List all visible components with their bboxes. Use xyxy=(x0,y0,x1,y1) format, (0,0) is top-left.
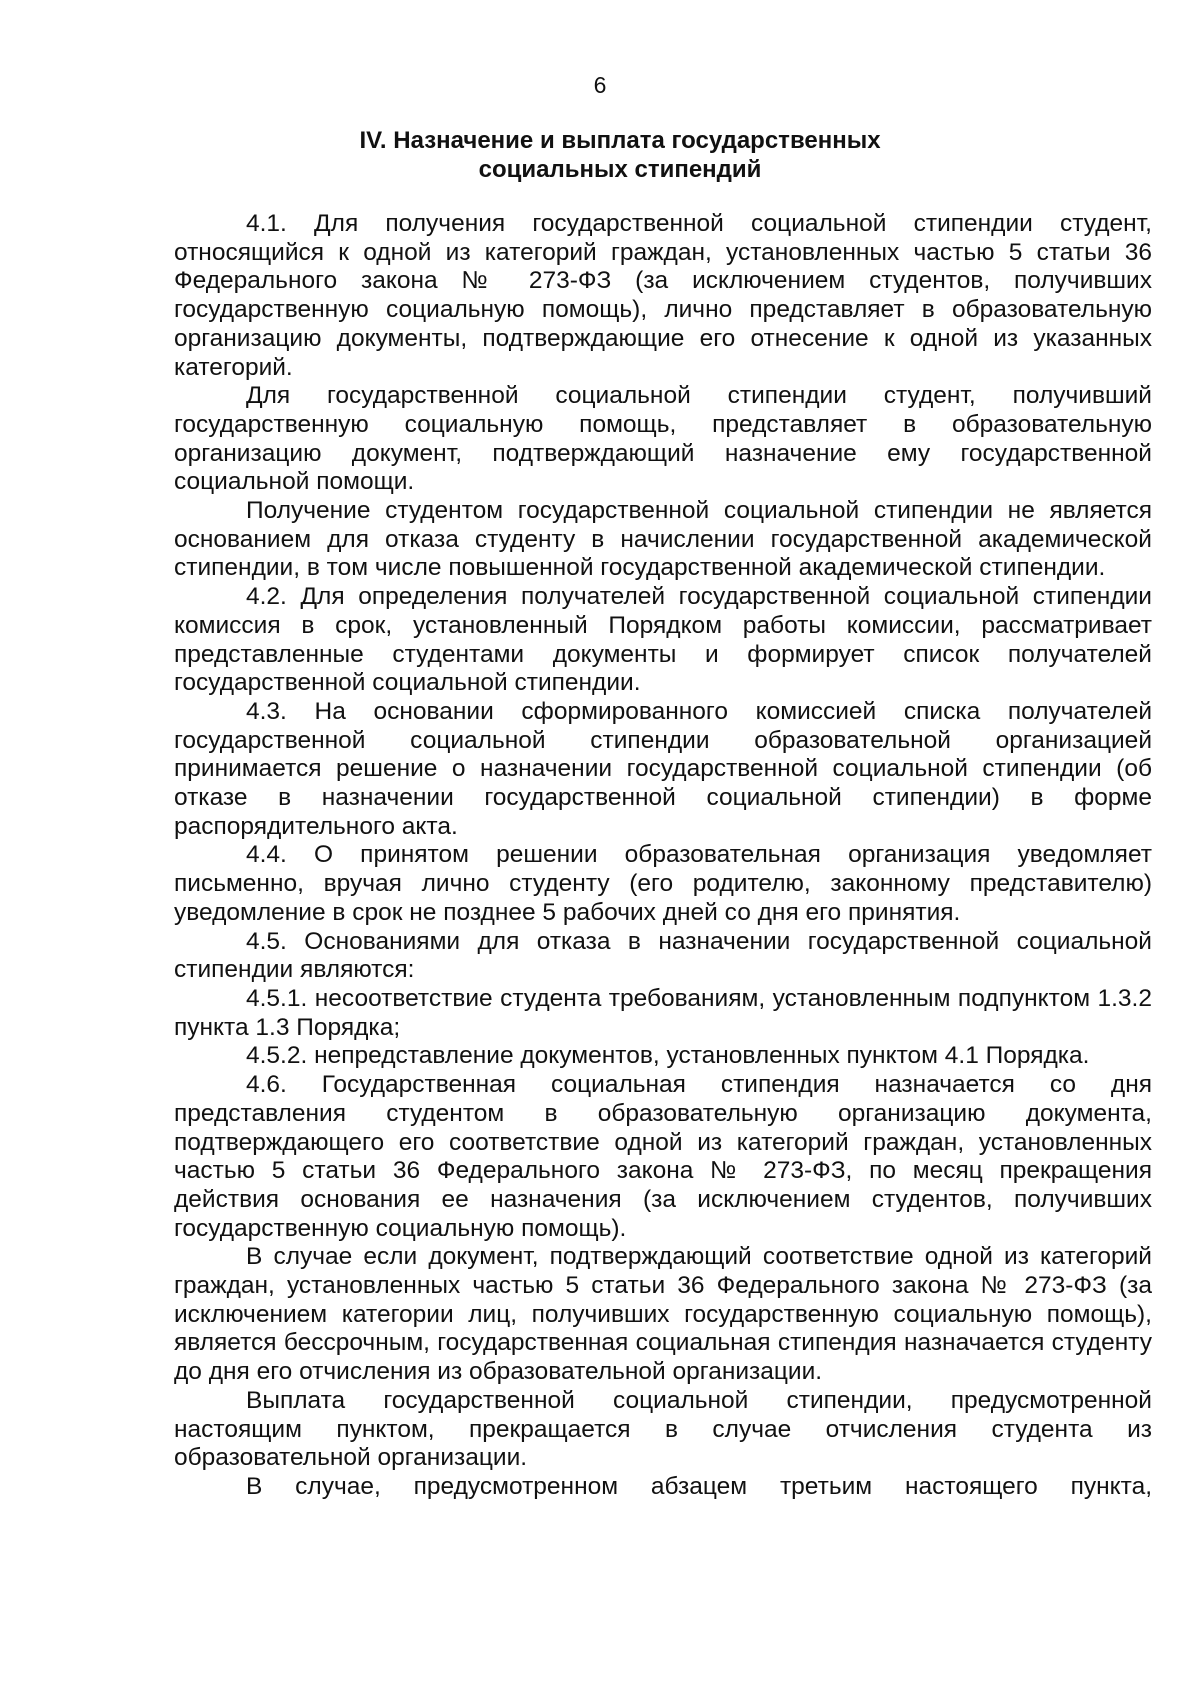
paragraph-4-6: 4.6. Государственная социальная стипендия назначается со дня представления студентом в образовательную организацию документа, подтверждающего его соответствие одной из категорий граждан, установленных частью 5 статьи 36 Федерального закона № 273-ФЗ, по месяц прекращения действия основания ее назначения (за исключением студентов, получивших государственную социальную помощь). xyxy=(174,1071,1152,1242)
paragraph-academic-stipend: Получение студентом государственной социальной стипендии не является основанием для отказа студенту в начислении государственной академической стипендии, в том числе повышенной государственной академической стипендии. xyxy=(174,497,1152,582)
document-body xyxy=(174,210,1152,1502)
paragraph-social-assistance: Для государственной социальной стипендии студент, получивший государственную социальную помощь, представляет в образовательную организацию документ, подтверждающий назначение ему государственной социальной помощи. xyxy=(174,382,1152,496)
page-number: 6 xyxy=(593,72,607,98)
paragraph-payment-termination: Выплата государственной социальной стипендии, предусмотренной настоящим пунктом, прекращается в случае отчисления студента из образовательной организации. xyxy=(174,1386,1152,1472)
paragraph-indefinite-document: В случае если документ, подтверждающий соответствие одной из категорий граждан, установленных частью 5 статьи 36 Федерального закона № 273-ФЗ (за исключением категории лиц, получивших государственную социальную помощь), является бессрочным, государственная социальная стипендия назначается студенту до дня его отчисления из образовательной организации. xyxy=(174,1243,1152,1386)
paragraph-4-2: 4.2. Для определения получателей государственной социальной стипендии комиссия в срок, установленный Порядком работы комиссии, рассматривает представленные студентами документы и формирует список получателей государственной социальной стипендии. xyxy=(174,583,1152,697)
paragraph-4-5-2: 4.5.2. непредставление документов, установленных пунктом 4.1 Порядка. xyxy=(246,1042,1090,1070)
paragraph-4-5: 4.5. Основаниями для отказа в назначении государственной социальной стипендии являются: xyxy=(174,927,1152,984)
paragraph-4-5-1: 4.5.1. несоответствие студента требованиям, установленным подпунктом 1.3.2 пункта 1.3 Порядка; xyxy=(174,984,1152,1041)
section-heading-line-2: социальных стипендий xyxy=(478,156,762,183)
paragraph-4-1: 4.1. Для получения государственной социальной стипендии студент, относящийся к одной из категорий граждан, установленных частью 5 статьи 36 Федерального закона № 273-ФЗ (за исключением студентов, получивших государственную социальную помощь), лично представляет в образовательную организацию документы, подтверждающие его отнесение к одной из указанных категорий. xyxy=(174,210,1152,381)
paragraph-4-3: 4.3. На основании сформированного комиссией списка получателей государственной социальной стипендии образовательной организацией принимается решение о назначении государственной социальной стипендии (об отказе в назначении государственной социальной стипендии) в форме распорядительного акта. xyxy=(174,697,1152,840)
paragraph-4-4: 4.4. О принятом решении образовательная организация уведомляет письменно, вручая лично студенту (его родителю, законному представителю) уведомление в срок не позднее 5 рабочих дней со дня его принятия. xyxy=(174,841,1152,926)
section-heading-line-1: IV. Назначение и выплата государственных xyxy=(359,127,881,154)
section-heading xyxy=(170,126,1070,184)
paragraph-continued: В случае, предусмотренном абзацем третьим настоящего пункта, xyxy=(246,1472,1152,1500)
